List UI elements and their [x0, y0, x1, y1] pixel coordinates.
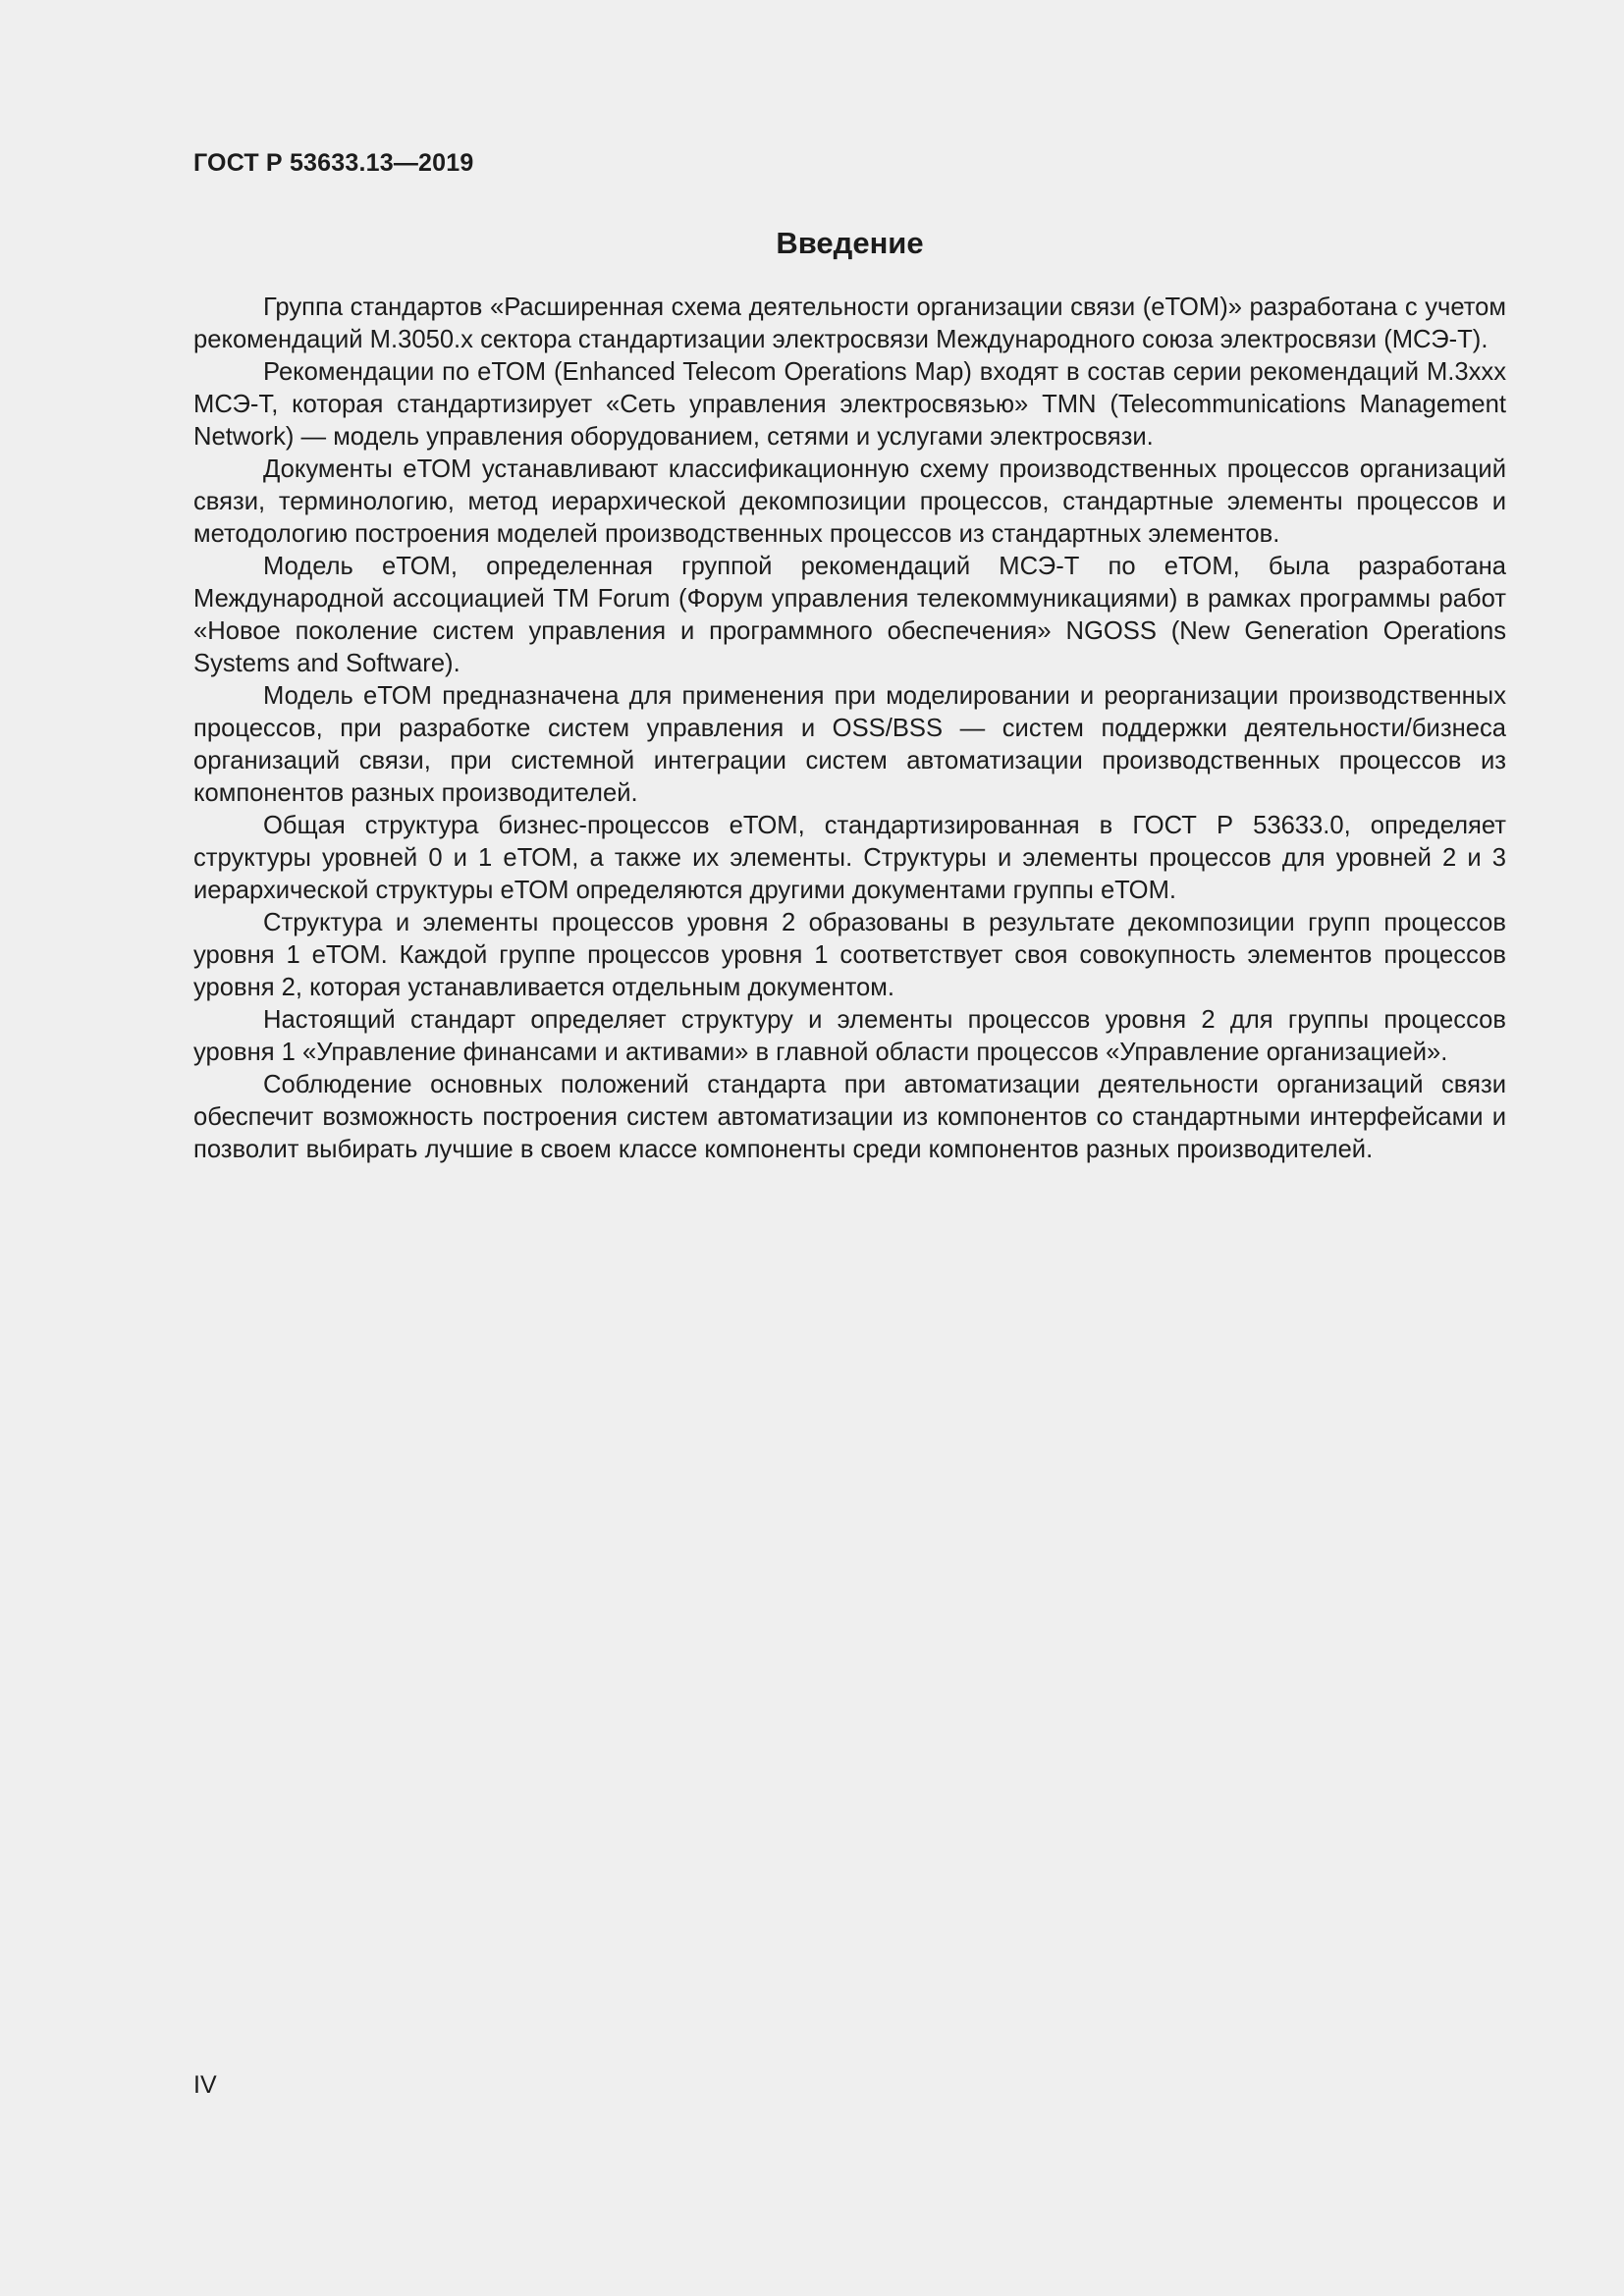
document-code: ГОСТ Р 53633.13—2019 [193, 149, 474, 177]
paragraph-etom-recommendations: Рекомендации по еТОМ (Enhanced Telecom Operations Map) входят в состав серии рекомендаций М.3ххх МСЭ-Т, которая стандартизирует «Сеть управления электросвязью» TMN (Telecommunications Management Network) — модель управления оборудованием, сетями и услугами электросвязи. [193, 358, 1506, 451]
paragraph-etom-group: Группа стандартов «Расширенная схема деятельности организации связи (еТОМ)» разработана с учетом рекомендаций М.3050.х сектора стандартизации электросвязи Международного союза электросвязи (МСЭ-Т). [193, 294, 1506, 353]
paragraph-etom-model-purpose: Модель еТОМ предназначена для применения при моделировании и реорганизации производственных процессов, при разработке систем управления и OSS/BSS — систем поддержки деятельности/бизнеса организаций связи, при системной интеграции систем автоматизации производственных процессов из компонентов разных производителей. [193, 682, 1506, 807]
paragraph-etom-model-origin: Модель еТОМ, определенная группой рекомендаций МСЭ-Т по еТОМ, была разработана Международной ассоциацией ТМ Forum (Форум управления телекоммуникациями) в рамках программы работ «Новое поколение систем управления и программного обеспечения» NGOSS (New Generation Operations Systems and Software). [193, 553, 1506, 677]
paragraph-benefits: Соблюдение основных положений стандарта при автоматизации деятельности организаций связи обеспечит возможность построения систем автоматизации из компонентов со стандартными интерфейсами и позволит выбирать лучшие в своем классе компоненты среди компонентов разных производителей. [193, 1071, 1506, 1163]
paragraph-level-2-structure: Структура и элементы процессов уровня 2 образованы в результате декомпозиции групп процессов уровня 1 еТОМ. Каждой группе процессов уровня 1 соответствует своя совокупность элементов процессов уровня 2, которая устанавливается отдельным документом. [193, 909, 1506, 1001]
paragraph-etom-documents: Документы еТОМ устанавливают классификационную схему производственных процессов организаций связи, терминологию, метод иерархической декомпозиции процессов, стандартные элементы процессов и методологию построения моделей производственных процессов из стандартных элементов. [193, 455, 1506, 548]
paragraph-general-structure: Общая структура бизнес-процессов еТОМ, стандартизированная в ГОСТ Р 53633.0, определяет структуры уровней 0 и 1 еТОМ, а также их элементы. Структуры и элементы процессов для уровней 2 и 3 иерархической структуры еТОМ определяются другими документами группы еТОМ. [193, 812, 1506, 904]
page-number: IV [193, 2071, 217, 2099]
document-body [193, 292, 1506, 1166]
section-title: Введение [776, 226, 924, 260]
paragraph-standard-scope: Настоящий стандарт определяет структуру и элементы процессов уровня 2 для группы процессов уровня 1 «Управление финансами и активами» в главной области процессов «Управление организацией». [193, 1006, 1506, 1066]
